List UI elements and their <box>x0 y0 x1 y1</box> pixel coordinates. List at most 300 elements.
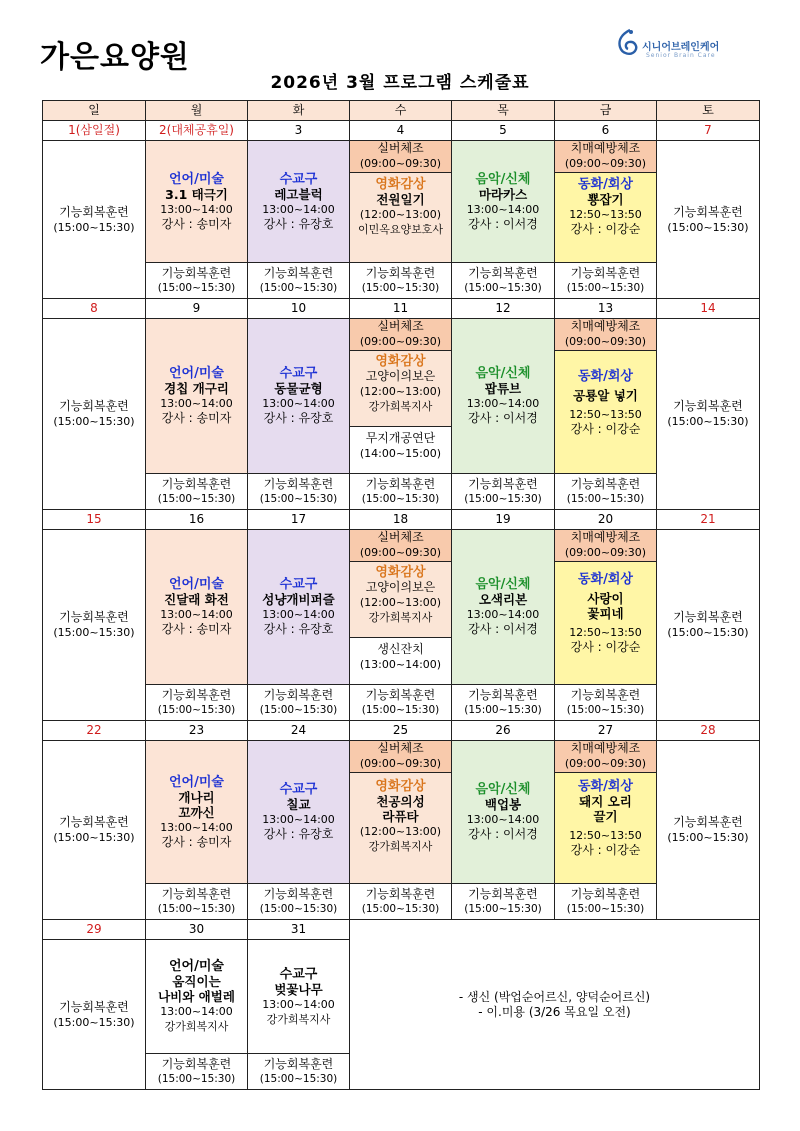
date-cell: 5 <box>452 121 555 141</box>
special-event <box>350 638 451 679</box>
program-activity: 실버체조 <box>377 141 424 155</box>
program-label: 기능회복훈련 <box>59 610 129 624</box>
program-time: (09:00~09:30) <box>564 157 647 170</box>
program-instructor: 강사 : 유장호 <box>263 411 334 425</box>
program-activity: 치매예방체조 <box>570 741 641 755</box>
program-category: 수교구 <box>279 966 318 982</box>
afternoon-row <box>43 884 760 920</box>
date-cell: 16 <box>146 510 248 530</box>
program-instructor: 강사 : 이강순 <box>570 640 641 654</box>
date-cell: 3 <box>248 121 350 141</box>
program-label: 기능회복훈련 <box>673 815 743 829</box>
program-time: 13:00~14:00 <box>466 608 540 621</box>
program-time: (15:00~15:30) <box>361 281 440 294</box>
tuesday-program-cell <box>248 319 350 474</box>
program-staff: 이민옥요양보호사 <box>357 223 443 236</box>
program-time: 13:00~14:00 <box>160 397 233 410</box>
date-cell: 17 <box>248 510 350 530</box>
afternoon-cell <box>248 685 350 721</box>
saturday-program-cell <box>657 530 760 721</box>
story-session <box>555 773 656 883</box>
program-activity: 전원일기 <box>376 192 425 207</box>
afternoon-cell <box>555 884 657 920</box>
monday-program-cell <box>146 141 248 263</box>
afternoon-cell <box>350 263 452 299</box>
date-row <box>43 721 760 741</box>
friday-program-cell <box>555 741 657 884</box>
date-row <box>43 510 760 530</box>
afternoon-cell <box>248 263 350 299</box>
program-label: 기능회복훈련 <box>263 886 334 901</box>
friday-program-cell <box>555 319 657 474</box>
afternoon-cell <box>248 884 350 920</box>
program-time: 13:00~14:00 <box>466 202 540 216</box>
logo <box>616 28 756 64</box>
program-label: 기능회복훈련 <box>161 1056 232 1071</box>
program-time: (15:00~15:30) <box>157 902 236 915</box>
afternoon-cell <box>350 685 452 721</box>
event-time: (14:00~15:00) <box>359 447 442 460</box>
program-time: (12:00~13:00) <box>359 596 442 609</box>
morning-exercise <box>350 530 451 562</box>
date-cell: 11 <box>350 299 452 319</box>
program-category: 음악/신체 <box>475 366 531 381</box>
morning-exercise <box>555 319 656 351</box>
program-label: 기능회복훈련 <box>161 687 232 702</box>
program-instructor: 강사 : 송미자 <box>161 411 232 425</box>
friday-program-cell <box>555 530 657 685</box>
program-row <box>43 319 760 474</box>
afternoon-cell <box>350 884 452 920</box>
program-activity: 실버체조 <box>377 741 424 755</box>
program-label: 기능회복훈련 <box>570 476 641 491</box>
date-cell: 6 <box>555 121 657 141</box>
thursday-program-cell <box>452 741 555 884</box>
wednesday-program-cell <box>350 530 452 685</box>
program-time: (09:00~09:30) <box>564 335 647 348</box>
wednesday-program-cell <box>350 319 452 474</box>
tuesday-program-cell <box>248 530 350 685</box>
program-label: 기능회복훈련 <box>570 687 641 702</box>
program-time: (15:00~15:30) <box>667 220 749 234</box>
sunday-program-cell <box>43 530 146 721</box>
program-activity: 칠교 <box>286 797 311 812</box>
weekday-wed: 수 <box>350 101 452 121</box>
program-label: 기능회복훈련 <box>59 399 129 413</box>
date-cell: 4 <box>350 121 452 141</box>
program-category: 음악/신체 <box>475 782 531 797</box>
afternoon-row <box>43 685 760 721</box>
program-activity: 실버체조 <box>377 530 424 544</box>
program-activity: 실버체조 <box>377 319 424 333</box>
program-time: (15:00~15:30) <box>53 626 135 639</box>
program-time: (15:00~15:30) <box>667 831 749 844</box>
program-time: (12:00~13:00) <box>359 385 442 398</box>
program-activity: 돼지 오리 <box>579 794 632 809</box>
program-staff: 강가희복지사 <box>368 611 433 624</box>
weekday-sun: 일 <box>43 101 146 121</box>
program-time: 13:00~14:00 <box>262 813 335 826</box>
thursday-program-cell <box>452 530 555 685</box>
program-category: 언어/미술 <box>169 577 224 592</box>
program-activity: 개나리 <box>178 789 215 805</box>
date-cell: 23 <box>146 721 248 741</box>
program-instructor: 강사 : 송미자 <box>161 622 232 636</box>
program-time: (15:00~15:30) <box>53 415 135 428</box>
program-time: (15:00~15:30) <box>157 492 236 505</box>
program-activity: 백업봉 <box>484 797 522 812</box>
afternoon-cell <box>452 884 555 920</box>
program-category: 수교구 <box>279 171 318 187</box>
program-label: 기능회복훈련 <box>161 476 232 491</box>
weekday-sat: 토 <box>657 101 760 121</box>
afternoon-cell <box>248 1054 350 1090</box>
afternoon-cell <box>555 263 657 299</box>
afternoon-cell <box>555 474 657 510</box>
afternoon-row <box>43 474 760 510</box>
program-time: 12:50~13:50 <box>569 829 642 842</box>
note-birthday: - 생신 (박업순어르신, 양덕순어르신) <box>458 989 651 1004</box>
program-row <box>43 741 760 884</box>
program-activity: 동물균형 <box>274 381 323 396</box>
program-activity: 고양이의보은 <box>365 580 436 594</box>
thursday-program-cell <box>452 141 555 263</box>
program-time: (15:00~15:30) <box>259 703 338 716</box>
program-row <box>43 141 760 263</box>
note-haircut: - 이.미용 (3/26 목요일 오전) <box>478 1004 631 1019</box>
program-time: 13:00~14:00 <box>262 397 335 410</box>
afternoon-cell <box>146 685 248 721</box>
program-category: 영화감상 <box>375 354 426 369</box>
program-label: 기능회복훈련 <box>263 265 334 280</box>
afternoon-cell <box>146 884 248 920</box>
tuesday-program-cell <box>248 741 350 884</box>
story-session <box>555 562 656 684</box>
program-activity: 끌기 <box>593 809 618 824</box>
program-time: 12:50~13:50 <box>569 626 642 639</box>
program-activity: 꽃피네 <box>587 606 624 621</box>
program-activity: 라퓨타 <box>382 809 419 824</box>
afternoon-cell <box>452 685 555 721</box>
program-time: (15:00~15:30) <box>157 703 236 716</box>
program-label: 기능회복훈련 <box>468 687 538 702</box>
program-label: 기능회복훈련 <box>59 999 129 1014</box>
monday-program-cell <box>146 940 248 1054</box>
schedule-subtitle: 2026년 3월 프로그램 스케줄표 <box>270 73 530 93</box>
date-row <box>43 920 760 940</box>
program-time: (12:00~13:00) <box>359 825 442 838</box>
event-title: 무지개공연단 <box>365 431 436 445</box>
date-cell: 9 <box>146 299 248 319</box>
date-row <box>43 299 760 319</box>
program-time: (15:00~15:30) <box>464 703 542 716</box>
afternoon-cell <box>146 1054 248 1090</box>
program-instructor: 강사 : 이서경 <box>468 622 538 636</box>
program-label: 기능회복훈련 <box>673 204 743 219</box>
sunday-program-cell <box>43 940 146 1090</box>
afternoon-cell <box>555 685 657 721</box>
program-time: 13:00~14:00 <box>466 813 540 826</box>
program-activity: 경칩 개구리 <box>164 381 229 396</box>
program-instructor: 강사 : 이강순 <box>570 422 641 436</box>
wednesday-program-cell <box>350 141 452 263</box>
special-event <box>350 427 451 468</box>
date-cell: 19 <box>452 510 555 530</box>
program-label: 기능회복훈련 <box>59 815 129 829</box>
program-time: (15:00~15:30) <box>157 281 236 294</box>
weekday-thu: 목 <box>452 101 555 121</box>
date-cell: 14 <box>657 299 760 319</box>
program-instructor: 강사 : 유장호 <box>263 622 334 636</box>
program-time: (15:00~15:30) <box>464 492 542 505</box>
morning-exercise <box>350 141 451 173</box>
program-time: (15:00~15:30) <box>157 1072 236 1085</box>
program-category: 동화/회상 <box>578 369 633 384</box>
program-activity: 뿅잡기 <box>587 192 624 207</box>
program-instructor: 강사 : 송미자 <box>161 834 232 849</box>
program-time: 13:00~14:00 <box>160 608 233 621</box>
program-category: 언어/미술 <box>169 171 224 187</box>
program-time: (09:00~09:30) <box>564 546 647 559</box>
date-cell: 8 <box>43 299 146 319</box>
wednesday-program-cell <box>350 741 452 884</box>
logo-subtext: Senior Brain Care <box>646 52 716 59</box>
program-time: (15:00~15:30) <box>259 902 338 915</box>
program-label: 기능회복훈련 <box>59 204 129 219</box>
program-time: (15:00~15:30) <box>464 902 542 915</box>
program-label: 기능회복훈련 <box>161 886 232 901</box>
program-activity: 치매예방체조 <box>570 319 641 333</box>
afternoon-cell <box>452 474 555 510</box>
program-label: 기능회복훈련 <box>468 476 538 491</box>
weekday-mon: 월 <box>146 101 248 121</box>
program-label: 기능회복훈련 <box>365 476 436 491</box>
program-time: (15:00~15:30) <box>53 831 135 844</box>
date-cell: 28 <box>657 721 760 741</box>
program-time: (15:00~15:30) <box>259 281 338 294</box>
schedule-table <box>42 100 760 1090</box>
program-activity: 팝튜브 <box>484 381 522 396</box>
weekday-tue: 화 <box>248 101 350 121</box>
program-category: 수교구 <box>279 782 318 797</box>
date-row <box>43 121 760 141</box>
page-title: 가은요양원 <box>40 40 190 75</box>
program-activity: 공룡알 넣기 <box>573 388 638 403</box>
program-category: 언어/미술 <box>169 959 224 974</box>
program-label: 기능회복훈련 <box>570 265 641 280</box>
program-instructor: 강사 : 이강순 <box>570 843 641 857</box>
logo-name: 시니어브레인케어 <box>642 42 720 53</box>
monday-program-cell <box>146 741 248 884</box>
program-label: 기능회복훈련 <box>365 265 436 280</box>
date-cell: 26 <box>452 721 555 741</box>
program-activity: 마라카스 <box>478 186 528 202</box>
program-instructor: 강사 : 이서경 <box>468 411 538 425</box>
story-session <box>555 351 656 473</box>
program-category: 수교구 <box>279 577 318 592</box>
program-time: (15:00~15:30) <box>361 703 440 716</box>
program-time: 13:00~14:00 <box>160 202 233 216</box>
program-instructor: 강사 : 이서경 <box>468 216 538 231</box>
program-time: (15:00~15:30) <box>259 492 338 505</box>
program-instructor: 강사 : 유장호 <box>263 827 334 841</box>
program-time: (15:00~15:30) <box>566 902 645 915</box>
date-cell: 29 <box>43 920 146 940</box>
program-time: (15:00~15:30) <box>259 1072 338 1085</box>
program-time: 13:00~14:00 <box>466 397 540 410</box>
program-activity: 3.1 태극기 <box>165 186 228 202</box>
program-label: 기능회복훈련 <box>365 687 436 702</box>
program-instructor: 강사 : 유장호 <box>263 216 334 231</box>
program-staff: 강가희복지사 <box>266 1012 331 1026</box>
program-time: (15:00~15:30) <box>667 415 749 428</box>
program-staff: 강가희복지사 <box>164 1020 229 1033</box>
afternoon-cell <box>146 263 248 299</box>
event-title: 생신잔치 <box>377 642 424 656</box>
program-label: 기능회복훈련 <box>570 886 641 901</box>
program-staff: 강가희복지사 <box>368 840 433 853</box>
sunday-program-cell <box>43 319 146 510</box>
program-label: 기능회복훈련 <box>263 687 334 702</box>
program-label: 기능회복훈련 <box>365 886 436 901</box>
program-activity: 꼬까신 <box>178 804 215 820</box>
logo-icon <box>616 28 638 58</box>
afternoon-cell <box>146 474 248 510</box>
program-time: (15:00~15:30) <box>361 492 440 505</box>
program-label: 기능회복훈련 <box>468 886 538 901</box>
program-category: 동화/회상 <box>578 177 633 192</box>
program-time: (15:00~15:30) <box>566 703 645 716</box>
program-category: 동화/회상 <box>578 779 633 794</box>
program-time: 13:00~14:00 <box>262 997 335 1011</box>
saturday-program-cell <box>657 741 760 920</box>
program-activity: 오색리본 <box>478 592 528 607</box>
program-instructor: 강사 : 이강순 <box>570 222 641 236</box>
date-cell: 18 <box>350 510 452 530</box>
program-activity: 사랑이 <box>587 591 624 606</box>
program-instructor: 강사 : 송미자 <box>161 216 232 231</box>
weekday-header-row <box>43 101 760 121</box>
program-time: 12:50~13:50 <box>569 208 642 221</box>
program-label: 기능회복훈련 <box>263 476 334 491</box>
saturday-program-cell <box>657 141 760 299</box>
date-cell: 13 <box>555 299 657 319</box>
monday-program-cell <box>146 530 248 685</box>
date-cell: 10 <box>248 299 350 319</box>
program-activity: 벚꽃나무 <box>274 981 323 997</box>
afternoon-row <box>43 263 760 299</box>
movie-session <box>350 351 451 427</box>
program-staff: 강가희복지사 <box>368 400 433 413</box>
program-time: (09:00~09:30) <box>359 546 442 559</box>
date-cell: 24 <box>248 721 350 741</box>
program-time: 13:00~14:00 <box>160 1005 233 1018</box>
program-category: 음악/신체 <box>475 171 531 187</box>
afternoon-cell <box>452 263 555 299</box>
morning-exercise <box>555 530 656 562</box>
program-time: 13:00~14:00 <box>262 608 335 621</box>
morning-exercise <box>350 741 451 773</box>
morning-exercise <box>350 319 451 351</box>
program-time: (15:00~15:30) <box>566 492 645 505</box>
notes-cell <box>350 920 760 1090</box>
program-activity: 치매예방체조 <box>570 141 641 155</box>
date-cell: 20 <box>555 510 657 530</box>
program-category: 언어/미술 <box>169 774 224 790</box>
program-row <box>43 530 760 685</box>
story-session <box>555 173 656 262</box>
program-label: 기능회복훈련 <box>263 1056 334 1071</box>
program-time: 12:50~13:50 <box>569 408 642 421</box>
sunday-program-cell <box>43 141 146 299</box>
monday-program-cell <box>146 319 248 474</box>
program-time: (09:00~09:30) <box>359 757 442 770</box>
date-cell: 2(대체공휴일) <box>146 121 248 141</box>
date-cell: 27 <box>555 721 657 741</box>
morning-exercise <box>555 141 656 173</box>
program-time: (09:00~09:30) <box>359 157 442 170</box>
movie-session <box>350 173 451 262</box>
date-cell: 22 <box>43 721 146 741</box>
program-label: 기능회복훈련 <box>468 265 538 280</box>
program-label: 기능회복훈련 <box>673 610 743 624</box>
program-time: (15:00~15:30) <box>53 220 135 234</box>
afternoon-cell <box>350 474 452 510</box>
friday-program-cell <box>555 141 657 263</box>
program-category: 영화감상 <box>375 779 426 794</box>
date-cell: 15 <box>43 510 146 530</box>
program-activity: 치매예방체조 <box>570 530 641 544</box>
movie-session <box>350 562 451 638</box>
program-activity: 진달래 화전 <box>164 592 229 607</box>
tuesday-program-cell <box>248 141 350 263</box>
date-cell: 30 <box>146 920 248 940</box>
program-category: 동화/회상 <box>578 572 633 587</box>
program-category: 영화감상 <box>375 565 426 580</box>
program-activity: 나비와 애벌레 <box>158 989 235 1004</box>
program-category: 수교구 <box>279 366 318 381</box>
date-cell: 1(삼일절) <box>43 121 146 141</box>
program-time: (12:00~13:00) <box>359 208 442 221</box>
thursday-program-cell <box>452 319 555 474</box>
sunday-program-cell <box>43 741 146 920</box>
program-time: (15:00~15:30) <box>464 281 542 294</box>
program-label: 기능회복훈련 <box>673 399 743 413</box>
program-time: (15:00~15:30) <box>53 1015 135 1029</box>
program-time: 13:00~14:00 <box>160 820 233 834</box>
date-cell: 31 <box>248 920 350 940</box>
program-time: (15:00~15:30) <box>667 626 749 639</box>
tuesday-program-cell <box>248 940 350 1054</box>
event-time: (13:00~14:00) <box>359 658 442 671</box>
date-cell: 25 <box>350 721 452 741</box>
program-category: 언어/미술 <box>169 366 224 381</box>
program-time: 13:00~14:00 <box>262 202 335 216</box>
program-category: 음악/신체 <box>475 577 531 592</box>
date-cell: 7 <box>657 121 760 141</box>
morning-exercise <box>555 741 656 773</box>
program-time: (09:00~09:30) <box>564 757 647 770</box>
program-activity: 성냥개비퍼즐 <box>262 592 335 607</box>
program-activity: 천공의성 <box>376 794 425 809</box>
program-label: 기능회복훈련 <box>161 265 232 280</box>
movie-session <box>350 773 451 883</box>
program-activity: 고양이의보은 <box>365 369 436 383</box>
program-activity: 움직이는 <box>172 974 221 989</box>
program-category: 영화감상 <box>375 177 426 192</box>
program-instructor: 강사 : 이서경 <box>468 827 538 841</box>
date-cell: 12 <box>452 299 555 319</box>
